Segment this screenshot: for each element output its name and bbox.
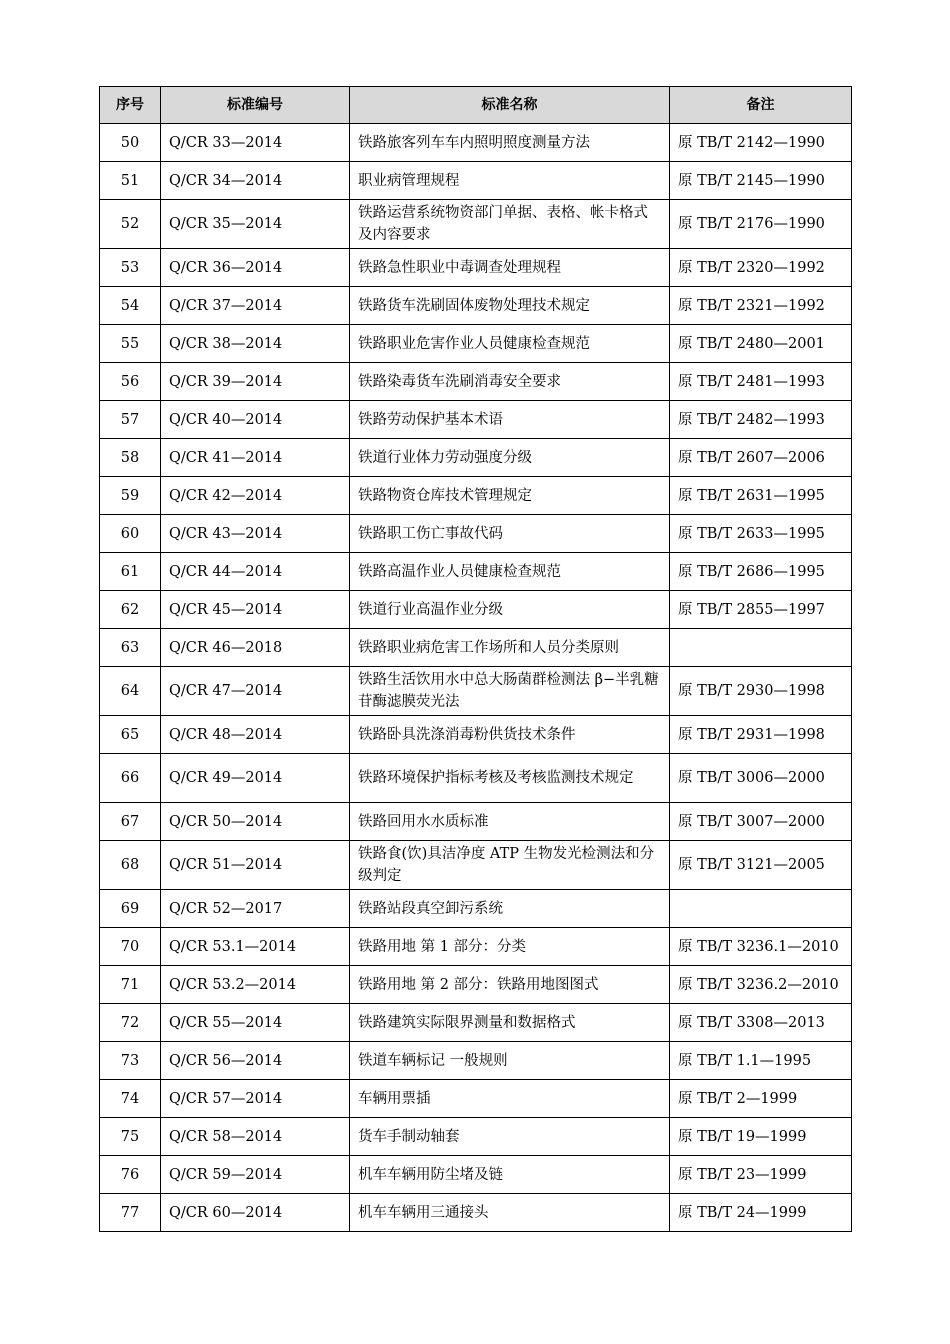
cell-code: Q/CR 45—2014: [161, 591, 350, 629]
cell-note: 原 TB/T 3236.1—2010: [670, 928, 852, 966]
cell-note: 原 TB/T 2931—1998: [670, 716, 852, 754]
cell-name: 铁路染毒货车洗刷消毒安全要求: [350, 363, 670, 401]
table-row: [100, 162, 852, 200]
cell-seq: 69: [100, 890, 161, 928]
cell-seq: 73: [100, 1042, 161, 1080]
cell-seq: 59: [100, 477, 161, 515]
cell-note: 原 TB/T 2482—1993: [670, 401, 852, 439]
cell-name: 铁路劳动保护基本术语: [350, 401, 670, 439]
table-row: [100, 841, 852, 890]
cell-seq: 65: [100, 716, 161, 754]
cell-code: Q/CR 47—2014: [161, 667, 350, 716]
cell-note: 原 TB/T 2686—1995: [670, 553, 852, 591]
cell-name: 机车车辆用三通接头: [350, 1194, 670, 1232]
table-row: [100, 716, 852, 754]
table-row: [100, 629, 852, 667]
cell-name: 铁路用地 第 1 部分：分类: [350, 928, 670, 966]
cell-code: Q/CR 43—2014: [161, 515, 350, 553]
table-row: [100, 803, 852, 841]
cell-note: 原 TB/T 2481—1993: [670, 363, 852, 401]
cell-seq: 72: [100, 1004, 161, 1042]
cell-seq: 70: [100, 928, 161, 966]
cell-name: 铁路高温作业人员健康检查规范: [350, 553, 670, 591]
cell-seq: 50: [100, 124, 161, 162]
cell-note: 原 TB/T 3006—2000: [670, 754, 852, 803]
cell-code: Q/CR 48—2014: [161, 716, 350, 754]
cell-name: 铁路物资仓库技术管理规定: [350, 477, 670, 515]
cell-name: 铁路职业危害作业人员健康检查规范: [350, 325, 670, 363]
cell-note: 原 TB/T 2633—1995: [670, 515, 852, 553]
cell-note: 原 TB/T 2480—2001: [670, 325, 852, 363]
table-row: [100, 363, 852, 401]
cell-code: Q/CR 39—2014: [161, 363, 350, 401]
cell-seq: 60: [100, 515, 161, 553]
cell-name: 职业病管理规程: [350, 162, 670, 200]
table-row: [100, 477, 852, 515]
cell-name: 铁路运营系统物资部门单据、表格、帐卡格式及内容要求: [350, 200, 670, 249]
cell-seq: 67: [100, 803, 161, 841]
cell-seq: 76: [100, 1156, 161, 1194]
cell-code: Q/CR 35—2014: [161, 200, 350, 249]
cell-note: 原 TB/T 3236.2—2010: [670, 966, 852, 1004]
cell-seq: 66: [100, 754, 161, 803]
table-row: [100, 1194, 852, 1232]
cell-name: 铁路急性职业中毒调查处理规程: [350, 249, 670, 287]
cell-seq: 53: [100, 249, 161, 287]
cell-code: Q/CR 36—2014: [161, 249, 350, 287]
cell-note: 原 TB/T 2142—1990: [670, 124, 852, 162]
cell-name: 铁路回用水水质标准: [350, 803, 670, 841]
cell-code: Q/CR 34—2014: [161, 162, 350, 200]
cell-code: Q/CR 40—2014: [161, 401, 350, 439]
cell-note: 原 TB/T 2631—1995: [670, 477, 852, 515]
header-code: 标准编号: [161, 87, 350, 124]
cell-code: Q/CR 57—2014: [161, 1080, 350, 1118]
cell-seq: 61: [100, 553, 161, 591]
cell-note: 原 TB/T 1.1—1995: [670, 1042, 852, 1080]
cell-note: 原 TB/T 3007—2000: [670, 803, 852, 841]
table-row: [100, 928, 852, 966]
cell-name: 铁道行业体力劳动强度分级: [350, 439, 670, 477]
cell-note: [670, 890, 852, 928]
table-row: [100, 754, 852, 803]
table-row: [100, 667, 852, 716]
table-row: [100, 553, 852, 591]
cell-name: 车辆用票插: [350, 1080, 670, 1118]
cell-note: 原 TB/T 3121—2005: [670, 841, 852, 890]
table-row: [100, 890, 852, 928]
cell-name: 铁路职工伤亡事故代码: [350, 515, 670, 553]
header-note: 备注: [670, 87, 852, 124]
cell-code: Q/CR 60—2014: [161, 1194, 350, 1232]
cell-code: Q/CR 46—2018: [161, 629, 350, 667]
cell-note: 原 TB/T 2321—1992: [670, 287, 852, 325]
cell-name: 铁道行业高温作业分级: [350, 591, 670, 629]
cell-code: Q/CR 49—2014: [161, 754, 350, 803]
cell-note: 原 TB/T 2176—1990: [670, 200, 852, 249]
cell-seq: 68: [100, 841, 161, 890]
cell-name: 铁路建筑实际限界测量和数据格式: [350, 1004, 670, 1042]
cell-name: 铁路站段真空卸污系统: [350, 890, 670, 928]
cell-seq: 62: [100, 591, 161, 629]
cell-code: Q/CR 37—2014: [161, 287, 350, 325]
cell-seq: 52: [100, 200, 161, 249]
cell-name: 货车手制动轴套: [350, 1118, 670, 1156]
cell-name: 铁路环境保护指标考核及考核监测技术规定: [350, 754, 670, 803]
cell-note: 原 TB/T 2930—1998: [670, 667, 852, 716]
cell-note: 原 TB/T 3308—2013: [670, 1004, 852, 1042]
cell-code: Q/CR 42—2014: [161, 477, 350, 515]
cell-name: 铁路卧具洗涤消毒粉供货技术条件: [350, 716, 670, 754]
cell-code: Q/CR 50—2014: [161, 803, 350, 841]
table-row: [100, 249, 852, 287]
cell-name: 铁路职业病危害工作场所和人员分类原则: [350, 629, 670, 667]
cell-note: 原 TB/T 2145—1990: [670, 162, 852, 200]
table-row: [100, 1118, 852, 1156]
table-row: [100, 124, 852, 162]
cell-name: 机车车辆用防尘堵及链: [350, 1156, 670, 1194]
cell-code: Q/CR 55—2014: [161, 1004, 350, 1042]
cell-seq: 63: [100, 629, 161, 667]
header-seq: 序号: [100, 87, 161, 124]
table-row: [100, 439, 852, 477]
table-row: [100, 1004, 852, 1042]
cell-note: 原 TB/T 2607—2006: [670, 439, 852, 477]
cell-code: Q/CR 53.1—2014: [161, 928, 350, 966]
cell-seq: 74: [100, 1080, 161, 1118]
cell-seq: 64: [100, 667, 161, 716]
cell-seq: 75: [100, 1118, 161, 1156]
cell-note: [670, 629, 852, 667]
cell-code: Q/CR 33—2014: [161, 124, 350, 162]
cell-name: 铁道车辆标记 一般规则: [350, 1042, 670, 1080]
table-row: [100, 200, 852, 249]
cell-code: Q/CR 58—2014: [161, 1118, 350, 1156]
cell-seq: 54: [100, 287, 161, 325]
table-row: [100, 1156, 852, 1194]
header-row: [100, 87, 852, 124]
cell-note: 原 TB/T 2855—1997: [670, 591, 852, 629]
standards-table: [99, 86, 852, 1232]
table-row: [100, 591, 852, 629]
cell-code: Q/CR 51—2014: [161, 841, 350, 890]
table-header: [100, 87, 852, 124]
cell-note: 原 TB/T 2320—1992: [670, 249, 852, 287]
header-name: 标准名称: [350, 87, 670, 124]
cell-seq: 77: [100, 1194, 161, 1232]
cell-code: Q/CR 38—2014: [161, 325, 350, 363]
cell-code: Q/CR 41—2014: [161, 439, 350, 477]
cell-name: 铁路用地 第 2 部分：铁路用地图图式: [350, 966, 670, 1004]
cell-code: Q/CR 52—2017: [161, 890, 350, 928]
table-row: [100, 287, 852, 325]
cell-code: Q/CR 53.2—2014: [161, 966, 350, 1004]
table-row: [100, 401, 852, 439]
cell-note: 原 TB/T 24—1999: [670, 1194, 852, 1232]
table-row: [100, 966, 852, 1004]
cell-seq: 57: [100, 401, 161, 439]
cell-name: 铁路食(饮)具洁净度 ATP 生物发光检测法和分级判定: [350, 841, 670, 890]
table-body: [100, 124, 852, 1232]
cell-name: 铁路旅客列车车内照明照度测量方法: [350, 124, 670, 162]
cell-code: Q/CR 56—2014: [161, 1042, 350, 1080]
table-row: [100, 515, 852, 553]
cell-seq: 51: [100, 162, 161, 200]
table-row: [100, 1080, 852, 1118]
cell-name: 铁路货车洗刷固体废物处理技术规定: [350, 287, 670, 325]
cell-seq: 55: [100, 325, 161, 363]
cell-seq: 56: [100, 363, 161, 401]
cell-name: 铁路生活饮用水中总大肠菌群检测法 β−半乳糖苷酶滤膜荧光法: [350, 667, 670, 716]
cell-note: 原 TB/T 23—1999: [670, 1156, 852, 1194]
table-row: [100, 1042, 852, 1080]
table-row: [100, 325, 852, 363]
cell-note: 原 TB/T 19—1999: [670, 1118, 852, 1156]
cell-code: Q/CR 59—2014: [161, 1156, 350, 1194]
cell-seq: 71: [100, 966, 161, 1004]
cell-note: 原 TB/T 2—1999: [670, 1080, 852, 1118]
cell-seq: 58: [100, 439, 161, 477]
cell-code: Q/CR 44—2014: [161, 553, 350, 591]
